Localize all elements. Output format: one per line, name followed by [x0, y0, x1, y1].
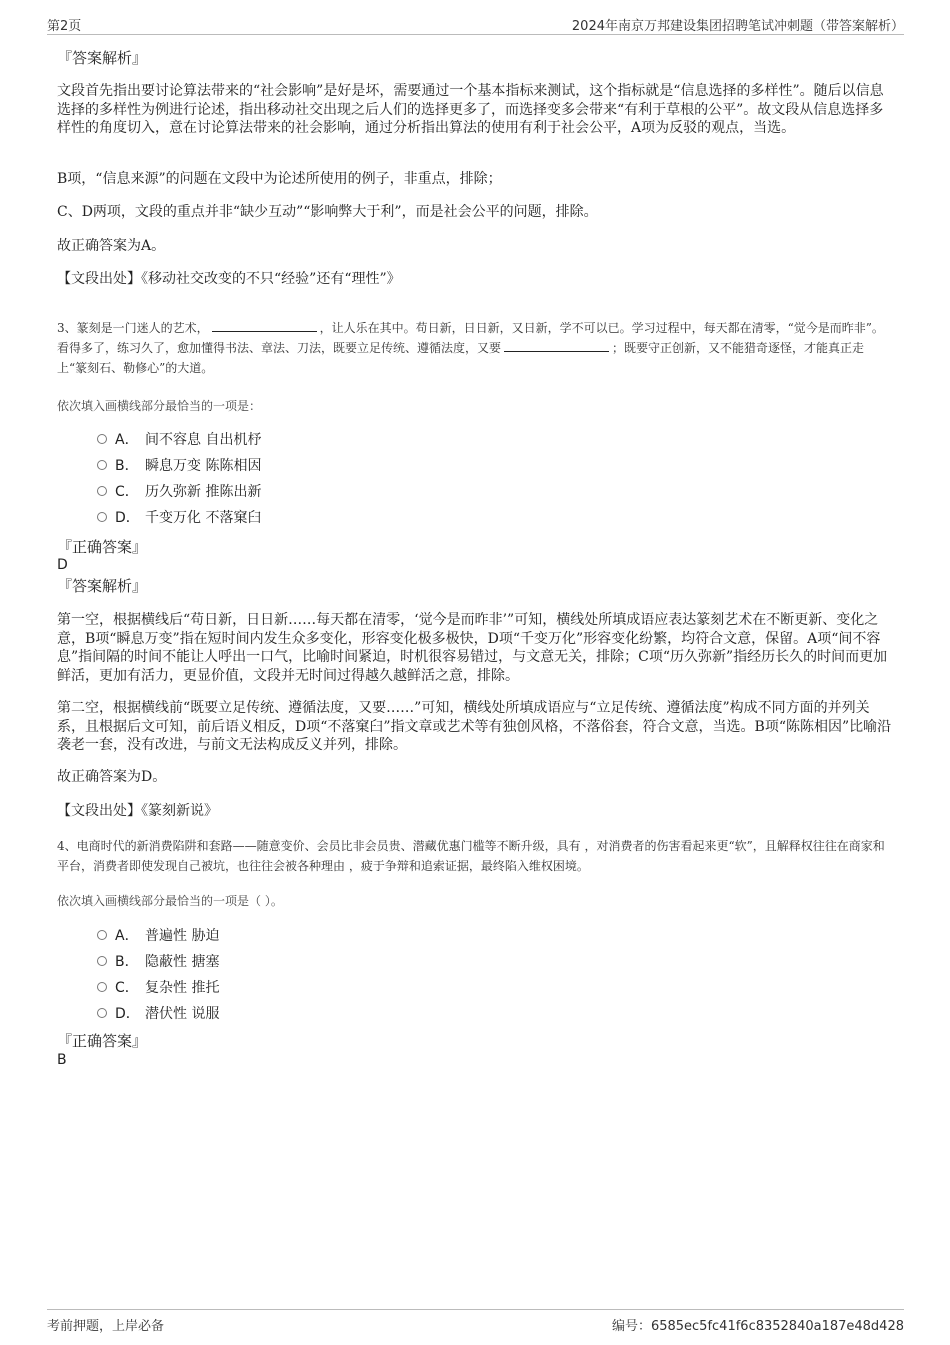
q2-source: 【文段出处】《移动社交改变的不只“经验”还有“理性”》: [57, 271, 401, 287]
q4-stem: 4、电商时代的新消费陷阱和套路——随意变价、会员比非会员贵、潜藏优惠门槛等不断升级，具有 ，对消费者的伤害看起来更“软”，且解释权往往在商家和平台，消费者即使发现自己被坑，也往往会被各种理由 ，疲于争辩和追索证据，最终陷入维权困境。: [57, 839, 885, 873]
radio-icon[interactable]: [97, 512, 107, 522]
radio-icon[interactable]: [97, 982, 107, 992]
q3-analysis-paragraph-1: 第一空，根据横线后“苟日新，日日新……每天都在清零，‘觉今是而昨非’”可知，横线处所填成语应表达篆刻艺术在不断更新、变化之意，B项“瞬息万变”指在短时间内发生众多变化，形容变化极多极快，D项“千变万化”形容变化纷繁，均符合文意，保留。A项“间不容息”指间隔的时间不能让人呼出一口气，比喻时间紧迫，时机很容易错过，与文意无关，排除；C项“历久弥新”指经历长久的时间而更加鲜活，更加有活力，更显价值，文段并无时间过得越久越鲜活之意，排除。: [57, 612, 888, 684]
q3-option-a[interactable]: A． 间不容息 自出机杼: [97, 431, 261, 449]
radio-icon[interactable]: [97, 956, 107, 966]
document-title: 2024年南京万邦建设集团招聘笔试冲刺题（带答案解析）: [571, 19, 904, 34]
footer-slogan: 考前押题，上岸必备: [47, 1319, 165, 1334]
q4-prompt: 依次填入画横线部分最恰当的一项是（ ）。: [57, 894, 283, 908]
q3-option-c[interactable]: C． 历久弥新 推陈出新: [97, 483, 261, 501]
q2-analysis-paragraph-3: C、D两项，文段的重点并非“缺少互动”“影响弊大于利”，而是社会公平的问题，排除。: [57, 204, 598, 220]
q4-option-a[interactable]: A． 普遍性 胁迫: [97, 927, 219, 945]
radio-icon[interactable]: [97, 434, 107, 444]
radio-icon[interactable]: [97, 460, 107, 470]
q3-answer-label: 『正确答案』: [57, 538, 148, 556]
q3-blank-1: [212, 319, 317, 332]
document-id: 编号：6585ec5fc41f6c8352840a187e48d428: [611, 1319, 904, 1334]
q3-stem: 3、篆刻是一门迷人的艺术， ，让人乐在其中。苟日新，日日新，又日新，学不可以已。学习过程中，每天都在清零，“觉今是而昨非”。看得多了，练习久了，愈加懂得书法、章法、刀法，既要立足传统、遵循法度，又要 ；既要守正创新，又不能猎奇逐怪，才能真正走上“篆刻石、勒修心”的大道。: [57, 321, 884, 375]
q2-analysis-paragraph-1: 文段首先指出要讨论算法带来的“社会影响”是好是坏，需要通过一个基本指标来测试，这个指标就是“信息选择的多样性”。随后以信息选择的多样性为例进行论述，指出移动社交出现之后人们的选择更多了，而选择变多会带来“有利于草根的公平”。故文段从信息选择多样性的角度切入，意在讨论算法带来的社会影响，通过分析指出算法的使用有利于社会公平，A项为反驳的观点，当选。: [57, 83, 884, 136]
q3-blank-2: [504, 339, 609, 352]
q3-option-d[interactable]: D． 千变万化 不落窠臼: [97, 509, 261, 527]
q3-analysis-paragraph-2: 第二空，根据横线前“既要立足传统、遵循法度，又要……”可知，横线处所填成语应与“立足传统、遵循法度”构成不同方面的并列关系，且根据后文可知，前后语义相反，D项“不落窠臼”指文章或艺术等有独创风格，不落俗套，符合文意，当选。B项“陈陈相因”比喻沿袭老一套，没有改进，与前文无法构成反义并列，排除。: [57, 700, 892, 753]
page-footer: [47, 1309, 904, 1334]
radio-icon[interactable]: [97, 930, 107, 940]
page-number: 第2页: [47, 19, 82, 34]
q3-answer: D: [57, 557, 68, 573]
page-header: [47, 12, 904, 35]
q3-option-b[interactable]: B． 瞬息万变 陈陈相因: [97, 457, 261, 475]
q2-analysis-paragraph-2: B项，“信息来源”的问题在文段中为论述所使用的例子，非重点，排除；: [57, 171, 502, 187]
q4-option-c[interactable]: C． 复杂性 推托: [97, 979, 219, 997]
q4-answer-label: 『正确答案』: [57, 1032, 148, 1050]
q3-analysis-paragraph-3: 故正确答案为D。: [57, 769, 167, 785]
q2-analysis-label: 『答案解析』: [57, 49, 148, 67]
radio-icon[interactable]: [97, 486, 107, 496]
q4-answer: B: [57, 1052, 67, 1068]
q2-analysis-paragraph-4: 故正确答案为A。: [57, 238, 166, 254]
q3-source: 【文段出处】《篆刻新说》: [57, 803, 218, 819]
q3-prompt: 依次填入画横线部分最恰当的一项是：: [57, 399, 262, 413]
q4-option-b[interactable]: B． 隐蔽性 搪塞: [97, 953, 219, 971]
radio-icon[interactable]: [97, 1008, 107, 1018]
q3-analysis-label: 『答案解析』: [57, 577, 148, 595]
q4-option-d[interactable]: D． 潜伏性 说服: [97, 1005, 219, 1023]
